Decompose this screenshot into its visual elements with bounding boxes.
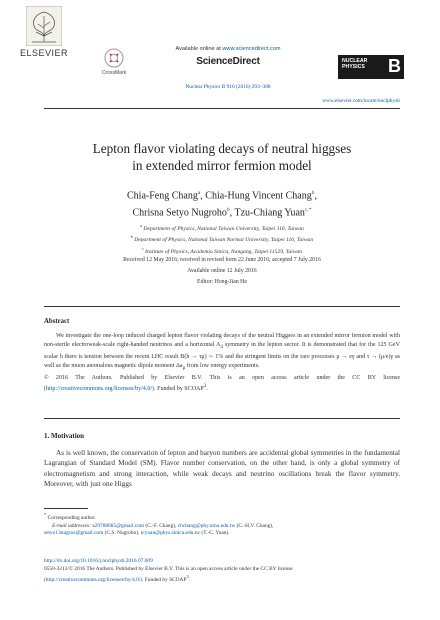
- section-body: [44, 448, 400, 490]
- available-online-notice: [148, 46, 308, 52]
- affiliations: [44, 222, 400, 256]
- email-link[interactable]: tcyuan@phys.sinica.edu.tw: [140, 530, 201, 537]
- doi-link[interactable]: http://dx.doi.org/10.1016/j.nuclphysb.2016.07.009: [44, 558, 153, 564]
- crossmark-label: CrossMark: [101, 70, 127, 76]
- received-dates: Received 12 May 2016; received in revised form 22 June 2016; accepted 7 July 2016: [123, 257, 321, 263]
- journal-url-link[interactable]: www.elsevier.com/locate/nuclphysb: [322, 98, 400, 104]
- journal-logo-text: NUCLEAR PHYSICS: [342, 58, 368, 70]
- authors-line-1: Chia-Feng Chang$^a$, Chia-Hung Vincent Chang$^b$,: [127, 190, 317, 202]
- footnote-rule: [44, 508, 88, 509]
- copyright-notice: 0550-3213/© 2016 The Authors. Published by Elsevier B.V. This is an open access article under the CC BY license: [44, 565, 293, 572]
- affiliation-marker[interactable]: a: [197, 190, 201, 196]
- abstract-heading: Abstract: [44, 318, 70, 325]
- author-list: [44, 186, 400, 221]
- article-footer: [44, 558, 400, 585]
- email-addresses: E-mail addresses: a29788685@gmail.com (C.-F. Chang), chchang@phy.ntnu.edu.tw (C.-H.V. Chang),: [52, 522, 274, 529]
- editor: Editor: Hong-Jian He: [197, 279, 247, 285]
- email-addresses-cont: setyo13nugros@gmail.com (C.S. Nugroho), tcyuan@phys.sinica.edu.tw (T.-C. Yuan).: [44, 530, 230, 537]
- section-heading: 1. Motivation: [44, 432, 85, 440]
- license-link[interactable]: (http://creativecommons.org/licenses/by/4.0/): [44, 576, 143, 583]
- email-link[interactable]: chchang@phy.ntnu.edu.tw: [177, 522, 236, 529]
- elsevier-logo: [16, 4, 72, 94]
- article-history: [44, 255, 400, 288]
- email-link[interactable]: a29788685@gmail.com: [92, 522, 145, 529]
- abstract-bottom-rule: [44, 418, 400, 419]
- affiliation-marker[interactable]: c,*: [304, 207, 312, 214]
- abstract-text: We investigate the one-loop induced charged lepton flavor violating decays of the neutral Higgses in an extended mirror fermion model with non-sterile electroweak-scale right-handed neutrinos and a horizontal $A_4$ symmetry in the lepton sector. It is demonstrated that for the 125 GeV scalar h there is tension between the recent LHC result B(h → τμ) ∼ 1% and the stringent limits on the rare processes μ → eγ and τ → (μ/e)γ as well as the muon anomalous magnetic dipole moment $\Delta a_\mu$ from low energy experiments.: [44, 333, 400, 372]
- footnotes: [44, 511, 400, 538]
- affiliation-b: $^b$ Department of Physics, National Taiwan Normal University, Taipei 116, Taiwan: [130, 234, 314, 244]
- sciencedirect-logo: ScienceDirect: [196, 56, 260, 67]
- header-rule: [44, 108, 400, 109]
- abstract-top-rule: [44, 306, 400, 307]
- sciencedirect-link[interactable]: www.sciencedirect.com: [222, 46, 281, 52]
- section-paragraph: As is well known, the conservation of lepton and baryon numbers are accidental global symmetries in the fundamental Lagrangian of Standard Model (SM). Flavor number conservation, on the other hand, is only a global symmetry of electromagnetism and strong interaction, while weak decays and neutrino oscillations break the flavor symmetry. Moreover, with just one Higgs: [44, 449, 400, 489]
- license-link[interactable]: (http://creativecommons.org/licenses/by/4.0/): [44, 385, 155, 392]
- abstract-license: © 2016 The Authors. Published by Elsevier B.V. This is an open access article under the CC BY license (http://creativecommons.org/licenses/by/4.0/). Funded by SCOAP$^3$.: [44, 375, 400, 392]
- corresponding-author-note: * Corresponding author.: [44, 512, 96, 521]
- authors-line-2: Chrisna Setyo Nugroho$^b$, Tzu-Chiang Yuan$^{c,*}$: [132, 207, 312, 219]
- publisher-name: ELSEVIER: [19, 48, 69, 58]
- affiliation-marker[interactable]: b: [311, 190, 315, 196]
- abstract-body: [44, 332, 400, 394]
- available-online-date: Available online 12 July 2016: [187, 268, 257, 274]
- journal-logo-letter: B: [388, 56, 401, 76]
- affiliation-c: $^c$ Institute of Physics, Academia Sinica, Nangang, Taipei 11529, Taiwan: [141, 245, 303, 255]
- copyright-notice-cont: (http://creativecommons.org/licenses/by/4.0/). Funded by SCOAP$^3$.: [44, 574, 191, 583]
- available-prefix: Available online at: [175, 46, 223, 52]
- affiliation-a: $^a$ Department of Physics, National Taiwan University, Taipei 116, Taiwan: [140, 223, 304, 232]
- elsevier-tree-icon: [26, 6, 62, 46]
- crossmark-icon[interactable]: [104, 48, 124, 68]
- email-link[interactable]: setyo13nugros@gmail.com: [44, 530, 104, 537]
- article-title: Lepton flavor violating decays of neutral higgses in extended mirror fermion model: [92, 141, 352, 173]
- affiliation-marker[interactable]: b: [226, 207, 230, 214]
- journal-reference[interactable]: Nuclear Physics B 910 (2016) 293–308: [185, 84, 271, 90]
- journal-logo: [338, 55, 404, 79]
